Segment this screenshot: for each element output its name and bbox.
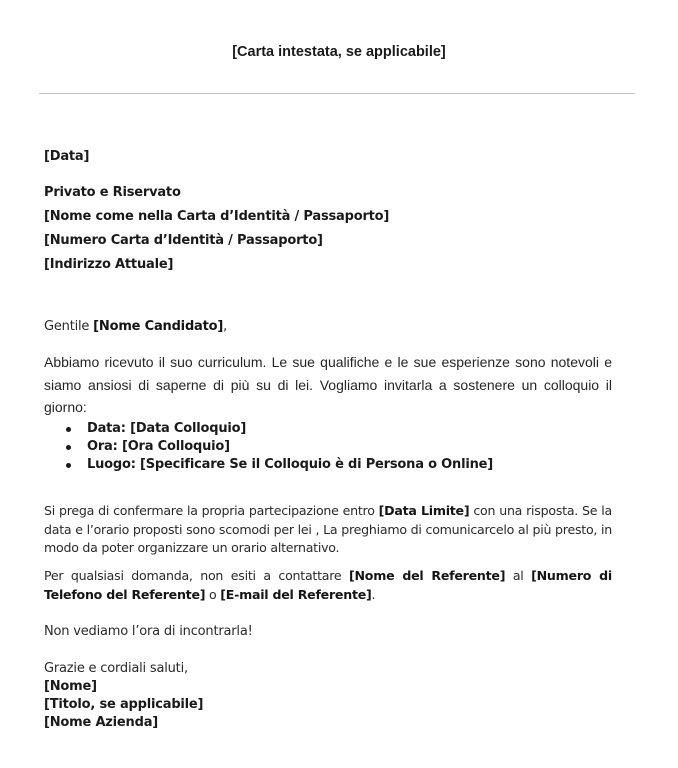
contact-name-placeholder: [Nome del Referente]	[349, 568, 506, 583]
contact-phone-placeholder: [Numero di Telefono del Referente]	[44, 568, 612, 602]
interview-detail-date	[44, 420, 493, 438]
recipient-name: [Nome come nella Carta d’Identità / Passaporto]	[44, 209, 390, 224]
bullet-icon	[66, 463, 71, 468]
header-divider	[39, 93, 635, 94]
contact-paragraph	[44, 567, 612, 604]
signature-closing: Grazie e cordiali saluti,	[44, 661, 188, 676]
deadline-placeholder: [Data Limite]	[378, 503, 470, 518]
closing-line: Non vediamo l’ora di incontrarla!	[44, 624, 253, 639]
recipient-address: [Indirizzo Attuale]	[44, 257, 174, 272]
interview-detail-text: Luogo: [Specificare Se il Colloquio è di Persona o Online]	[87, 457, 493, 472]
salutation	[44, 319, 227, 334]
bullet-icon	[66, 427, 71, 432]
confirm-paragraph	[44, 502, 612, 558]
bullet-icon	[66, 445, 71, 450]
recipient-id-number: [Numero Carta d’Identità / Passaporto]	[44, 233, 323, 248]
contact-text-o: o	[205, 586, 221, 602]
confidential-label: Privato e Riservato	[44, 185, 181, 200]
interview-detail-text: Data: [Data Colloquio]	[87, 421, 247, 436]
contact-text: Per qualsiasi domanda, non esiti a contattare	[44, 568, 349, 583]
signature-company: [Nome Azienda]	[44, 715, 159, 730]
signature-title: [Titolo, se applicabile]	[44, 697, 204, 712]
date-placeholder: [Data]	[44, 149, 90, 164]
intro-paragraph: Abbiamo ricevuto il suo curriculum. Le sue qualifiche e le sue esperienze sono notevoli e siamo ansiosi di saperne di più su di lei. Vogliamo invitarla a sostenere un colloquio il giorno:	[44, 354, 612, 415]
salutation-prefix: Gentile	[44, 319, 94, 334]
salutation-suffix: ,	[223, 319, 228, 334]
interview-details-list	[44, 420, 493, 474]
contact-text-al: al	[505, 568, 532, 583]
interview-detail-text: Ora: [Ora Colloquio]	[87, 439, 230, 454]
contact-email-placeholder: [E-mail del Referente]	[220, 586, 372, 602]
interview-detail-place	[44, 456, 493, 474]
confirm-text-cont: con una risposta. Se la data e l’orario proposti sono scomodi per lei , La preghiamo di comunicarcelo al più presto, in modo da poter organizzare un orario alternativo.	[44, 503, 612, 555]
contact-text-end: .	[371, 586, 376, 602]
signature-name: [Nome]	[44, 679, 97, 694]
confirm-text: Si prega di confermare la propria partecipazione entro	[44, 503, 379, 518]
candidate-name: [Nome Candidato]	[93, 319, 224, 334]
letterhead-placeholder: [Carta intestata, se applicabile]	[232, 44, 446, 60]
interview-detail-time	[44, 438, 493, 456]
